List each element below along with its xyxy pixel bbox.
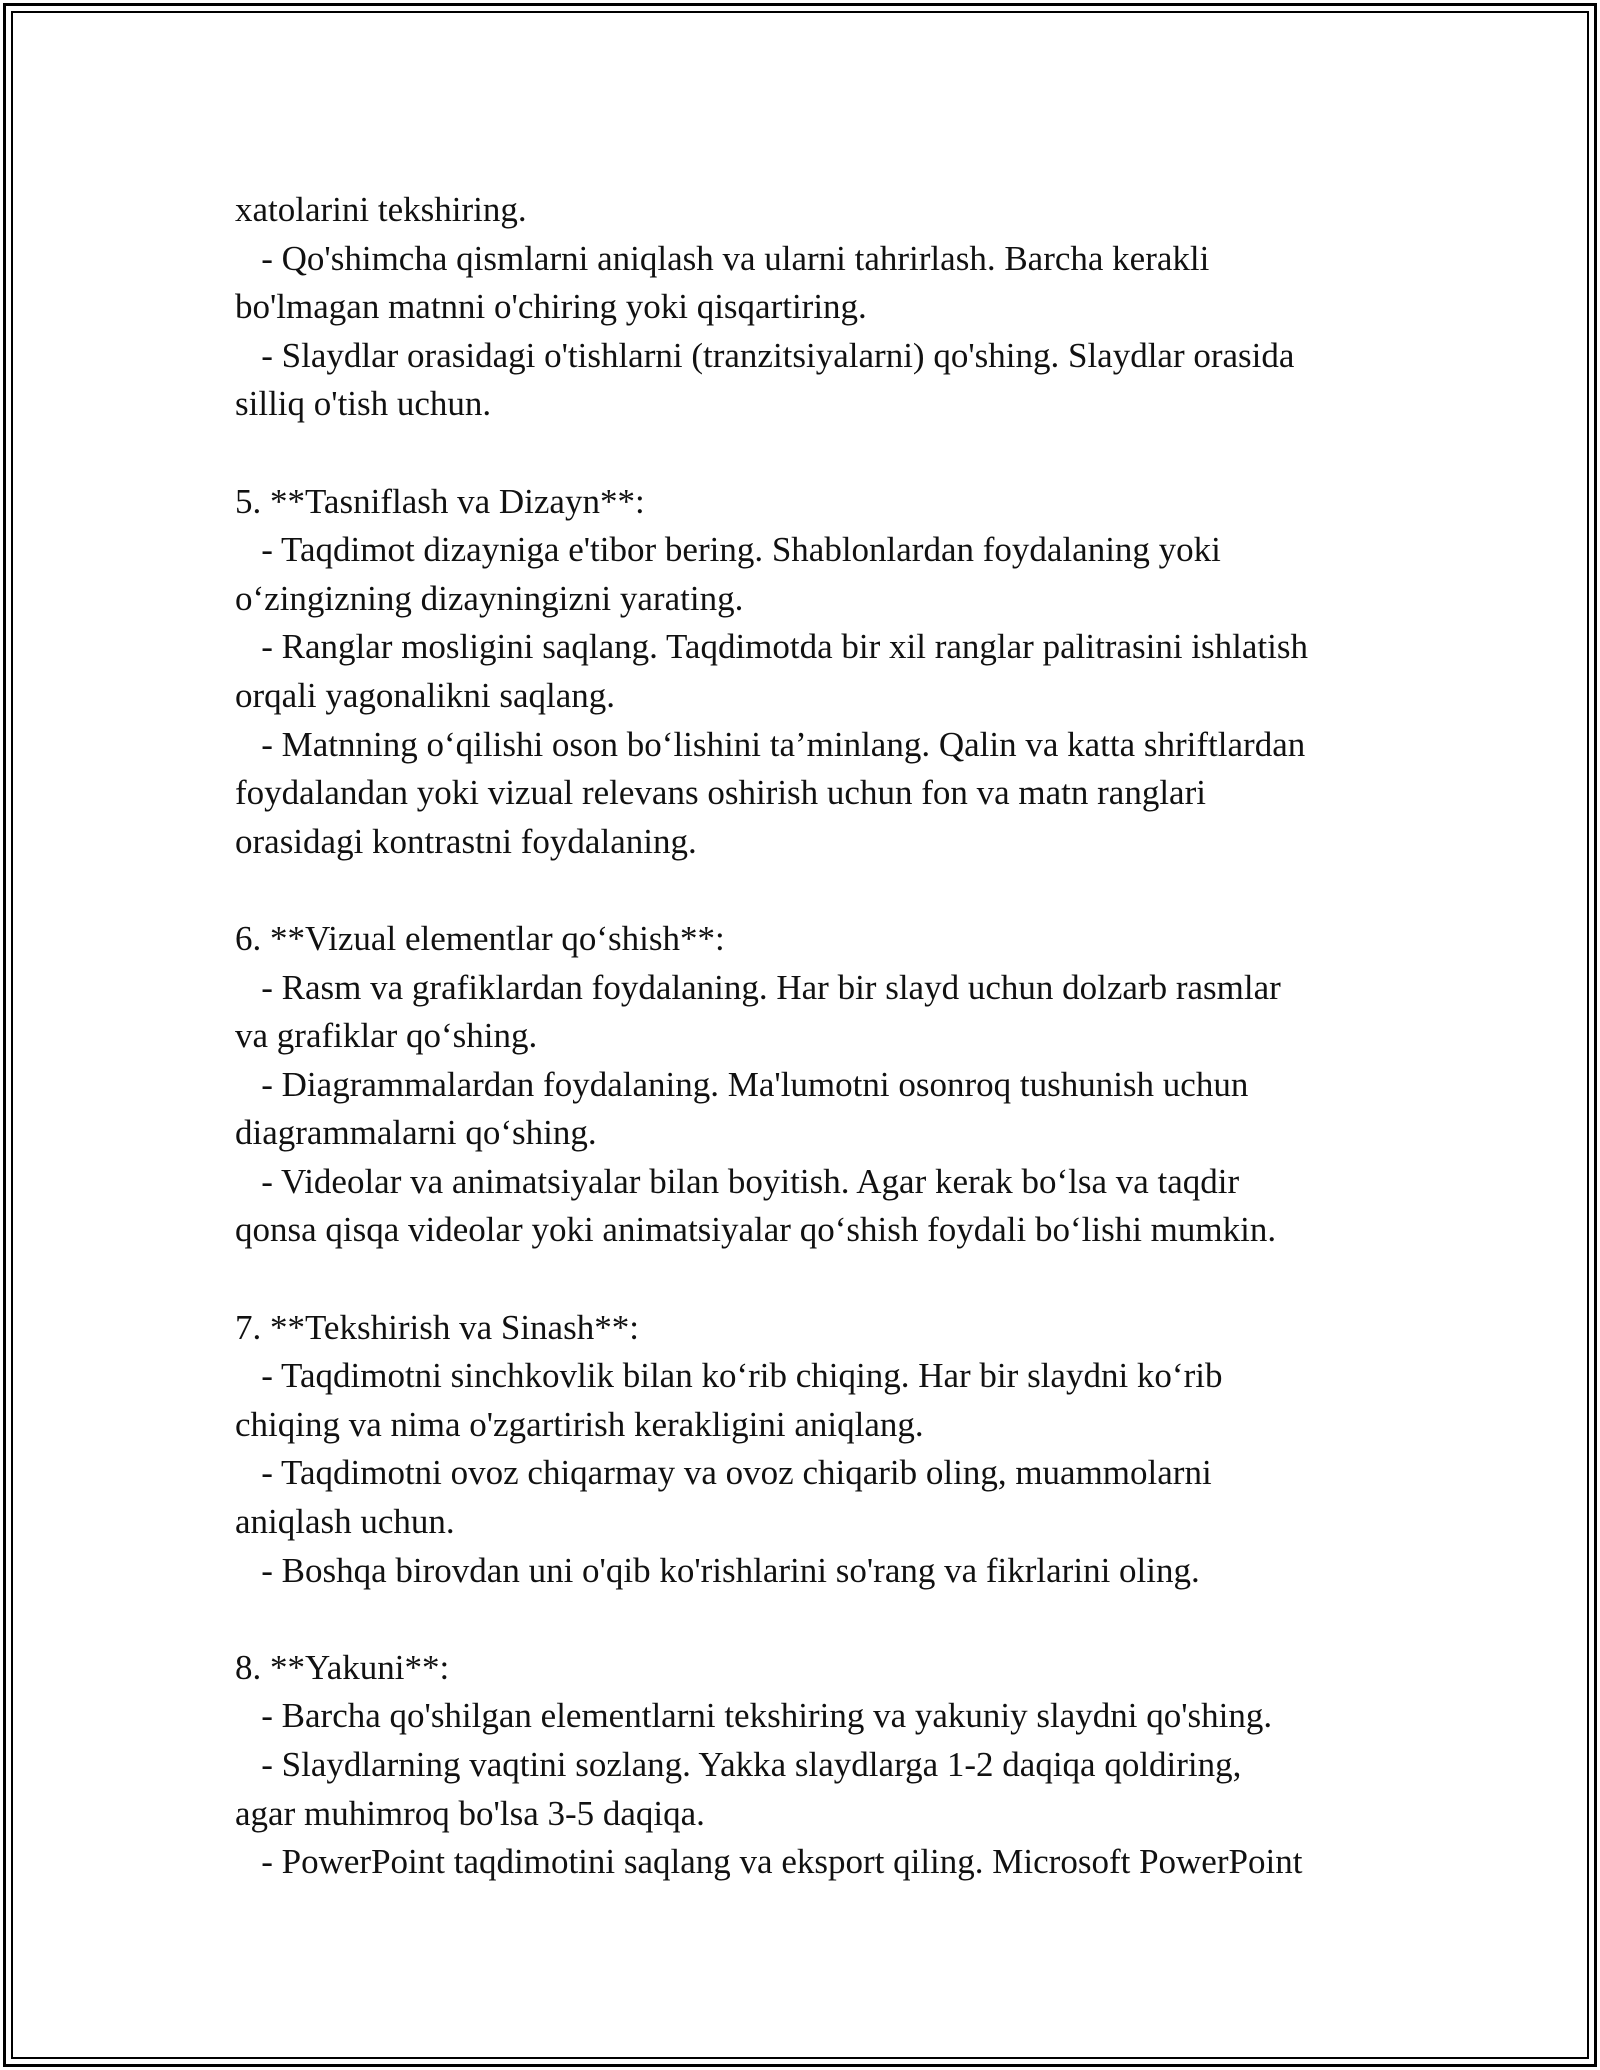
text-line: o‘zingizning dizayningizni yarating.: [235, 578, 744, 618]
text-line: orasidagi kontrastni foydalaning.: [235, 821, 697, 861]
section-heading: 7. **Tekshirish va Sinash**:: [235, 1307, 639, 1347]
document-body: [235, 186, 1385, 1887]
text-line: - Qo'shimcha qismlarni aniqlash va ularni tahrirlash. Barcha kerakli: [235, 238, 1210, 278]
section-heading: 5. **Tasniflash va Dizayn**:: [235, 481, 645, 521]
text-line: - Ranglar mosligini saqlang. Taqdimotda bir xil ranglar palitrasini ishlatish: [235, 627, 1308, 667]
blank-line: [235, 1595, 1385, 1644]
blank-line: [235, 429, 1385, 478]
text-line: - Taqdimot dizayniga e'tibor bering. Shablonlardan foydalaning yoki: [235, 530, 1221, 570]
text-line: foydalandan yoki vizual relevans oshirish uchun fon va matn ranglari: [235, 773, 1206, 813]
text-line: bo'lmagan matnni o'chiring yoki qisqartiring.: [235, 287, 867, 327]
text-line: diagrammalarni qo‘shing.: [235, 1113, 597, 1153]
text-line: silliq o'tish uchun.: [235, 384, 492, 424]
text-line: - Boshqa birovdan uni o'qib ko'rishlarini so'rang va fikrlarini oling.: [235, 1550, 1200, 1590]
text-line: - Slaydlarning vaqtini sozlang. Yakka slaydlarga 1-2 daqiqa qoldiring,: [235, 1745, 1242, 1784]
text-line: - Diagrammalardan foydalaning. Ma'lumotni osonroq tushunish uchun: [235, 1064, 1249, 1104]
text-line: - Taqdimotni sinchkovlik bilan ko‘rib chiqing. Har bir slaydni ko‘rib: [235, 1356, 1223, 1396]
text-line: xatolarini tekshiring.: [235, 190, 527, 229]
text-line: va grafiklar qo‘shing.: [235, 1016, 538, 1056]
section-heading: 8. **Yakuni**:: [235, 1647, 450, 1687]
text-line: - PowerPoint taqdimotini saqlang va eksport qiling. Microsoft PowerPoint: [235, 1842, 1303, 1882]
blank-line: [235, 866, 1385, 915]
blank-line: [235, 1255, 1385, 1304]
text-line: - Taqdimotni ovoz chiqarmay va ovoz chiqarib oling, muammolarni: [235, 1453, 1212, 1493]
text-line: agar muhimroq bo'lsa 3-5 daqiqa.: [235, 1793, 705, 1833]
text-line: - Videolar va animatsiyalar bilan boyitish. Agar kerak bo‘lsa va taqdir: [235, 1161, 1240, 1201]
text-line: - Rasm va grafiklardan foydalaning. Har bir slayd uchun dolzarb rasmlar: [235, 967, 1281, 1007]
section-heading: 6. **Vizual elementlar qo‘shish**:: [235, 918, 725, 958]
text-line: qonsa qisqa videolar yoki animatsiyalar qo‘shish foydali bo‘lishi mumkin.: [235, 1210, 1277, 1250]
text-line: aniqlash uchun.: [235, 1502, 455, 1542]
text-line: - Matnning o‘qilishi oson bo‘lishini ta’minlang. Qalin va katta shriftlardan: [235, 724, 1306, 764]
text-line: - Slaydlar orasidagi o'tishlarni (tranzitsiyalarni) qo'shing. Slaydlar orasida: [235, 335, 1295, 375]
text-line: orqali yagonalikni saqlang.: [235, 675, 616, 715]
text-line: chiqing va nima o'zgartirish kerakligini aniqlang.: [235, 1404, 924, 1444]
text-line: - Barcha qo'shilgan elementlarni tekshiring va yakuniy slaydni qo'shing.: [235, 1696, 1273, 1736]
